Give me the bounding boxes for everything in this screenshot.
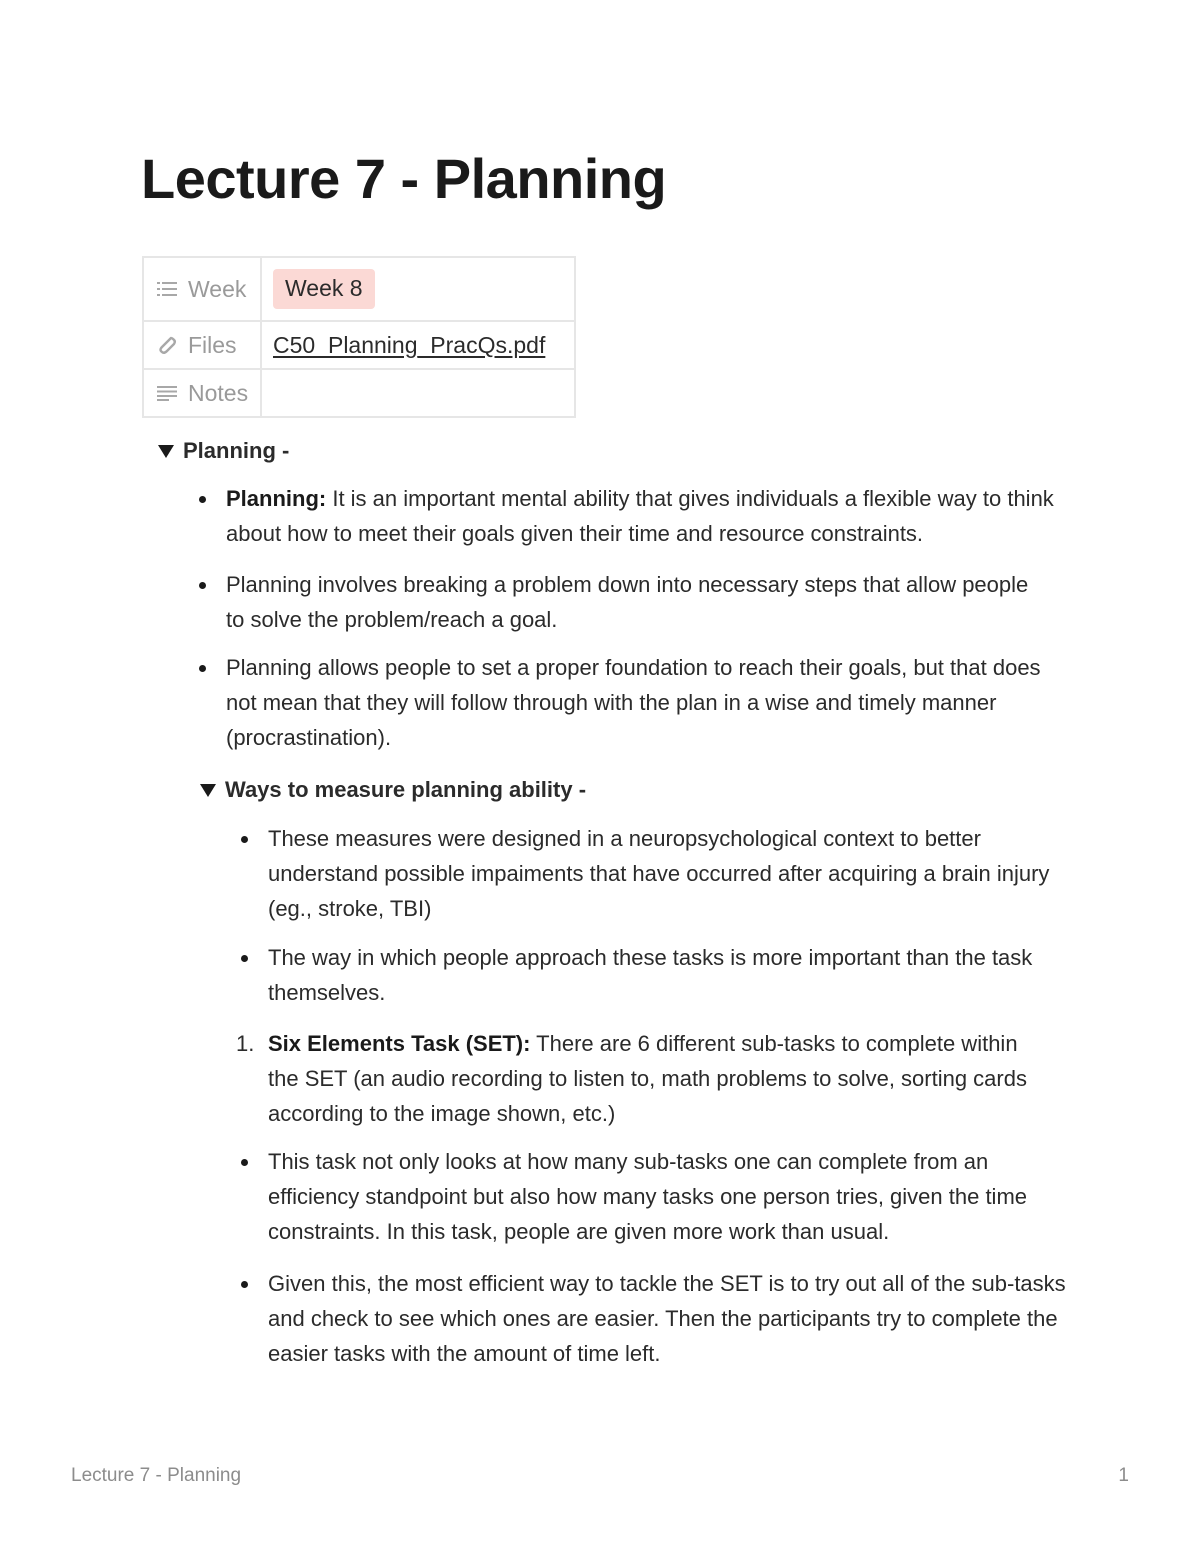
toggle-ways-to-measure[interactable] [200,775,586,805]
bullet-icon [241,836,248,843]
bullet-icon [199,665,206,672]
item-text: This task not only looks at how many sub-tasks one can complete from an efficiency standpoint but also how many tasks one person tries, given the time constraints. In this task, people are given more work than usual. [268,1149,1028,1244]
property-row-week [143,257,575,321]
item-text: These measures were designed in a neuropsychological context to better understand possible impaiments that have occurred after acquiring a brain injury (eg., stroke, TBI) [268,826,1050,921]
footer-title: Lecture 7 - Planning [71,1465,242,1486]
page-number: 1 [1118,1465,1129,1486]
list-item [226,481,1066,551]
week-tag[interactable]: Week 8 [273,269,375,309]
numbered-item [236,1026,1038,1131]
list-item [268,1144,1068,1249]
toggle-triangle-icon[interactable] [200,784,216,797]
file-link[interactable]: C50_Planning_PracQs.pdf [273,331,546,358]
list-item [268,940,1058,1010]
item-term: Six Elements Task (SET): [268,1031,531,1056]
bullet-icon [241,1159,248,1166]
item-text: Planning allows people to set a proper foundation to reach their goals, but that does not mean that they will follow through with the plan in a wise and timely manner (procrastination). [226,655,1041,750]
item-text: There are 6 different sub-tasks to complete within the SET (an audio recording to listen to, math problems to solve, sorting cards according to the image shown, etc.) [268,1031,1027,1126]
item-text: Given this, the most efficient way to tackle the SET is to try out all of the sub-tasks and check to see which ones are easier. Then the participants try to complete the easier tasks with the amount of time left. [268,1271,1066,1366]
page-title: Lecture 7 - Planning [141,147,667,210]
item-number: 1. [236,1031,255,1056]
item-text: The way in which people approach these tasks is more important than the task themselves. [268,945,1033,1005]
notes-value[interactable] [261,369,575,417]
toggle-triangle-icon[interactable] [158,445,174,458]
toggle-heading: Planning - [183,438,290,463]
property-label-files: Files [188,331,237,358]
toggle-heading: Ways to measure planning ability - [225,777,587,802]
bullet-icon [199,582,206,589]
toggle-planning[interactable] [158,436,289,466]
list-item [268,821,1068,926]
bullet-icon [199,496,206,503]
list-item [268,1266,1068,1371]
list-icon [156,278,178,300]
item-text: Planning involves breaking a problem down into necessary steps that allow people to solve the problem/reach a goal. [226,572,1029,632]
text-lines-icon [156,382,178,404]
list-item [226,650,1056,755]
properties-table [142,256,576,418]
item-term: Planning: [226,486,327,511]
list-item [226,567,1036,637]
paperclip-icon [156,334,178,356]
property-row-notes [143,369,575,417]
item-text: It is an important mental ability that gives individuals a flexible way to think about how to meet their goals given their time and resource constraints. [226,486,1054,546]
bullet-icon [241,955,248,962]
property-label-week: Week [188,275,247,302]
bullet-icon [241,1281,248,1288]
property-row-files [143,321,575,369]
property-label-notes: Notes [188,379,249,406]
